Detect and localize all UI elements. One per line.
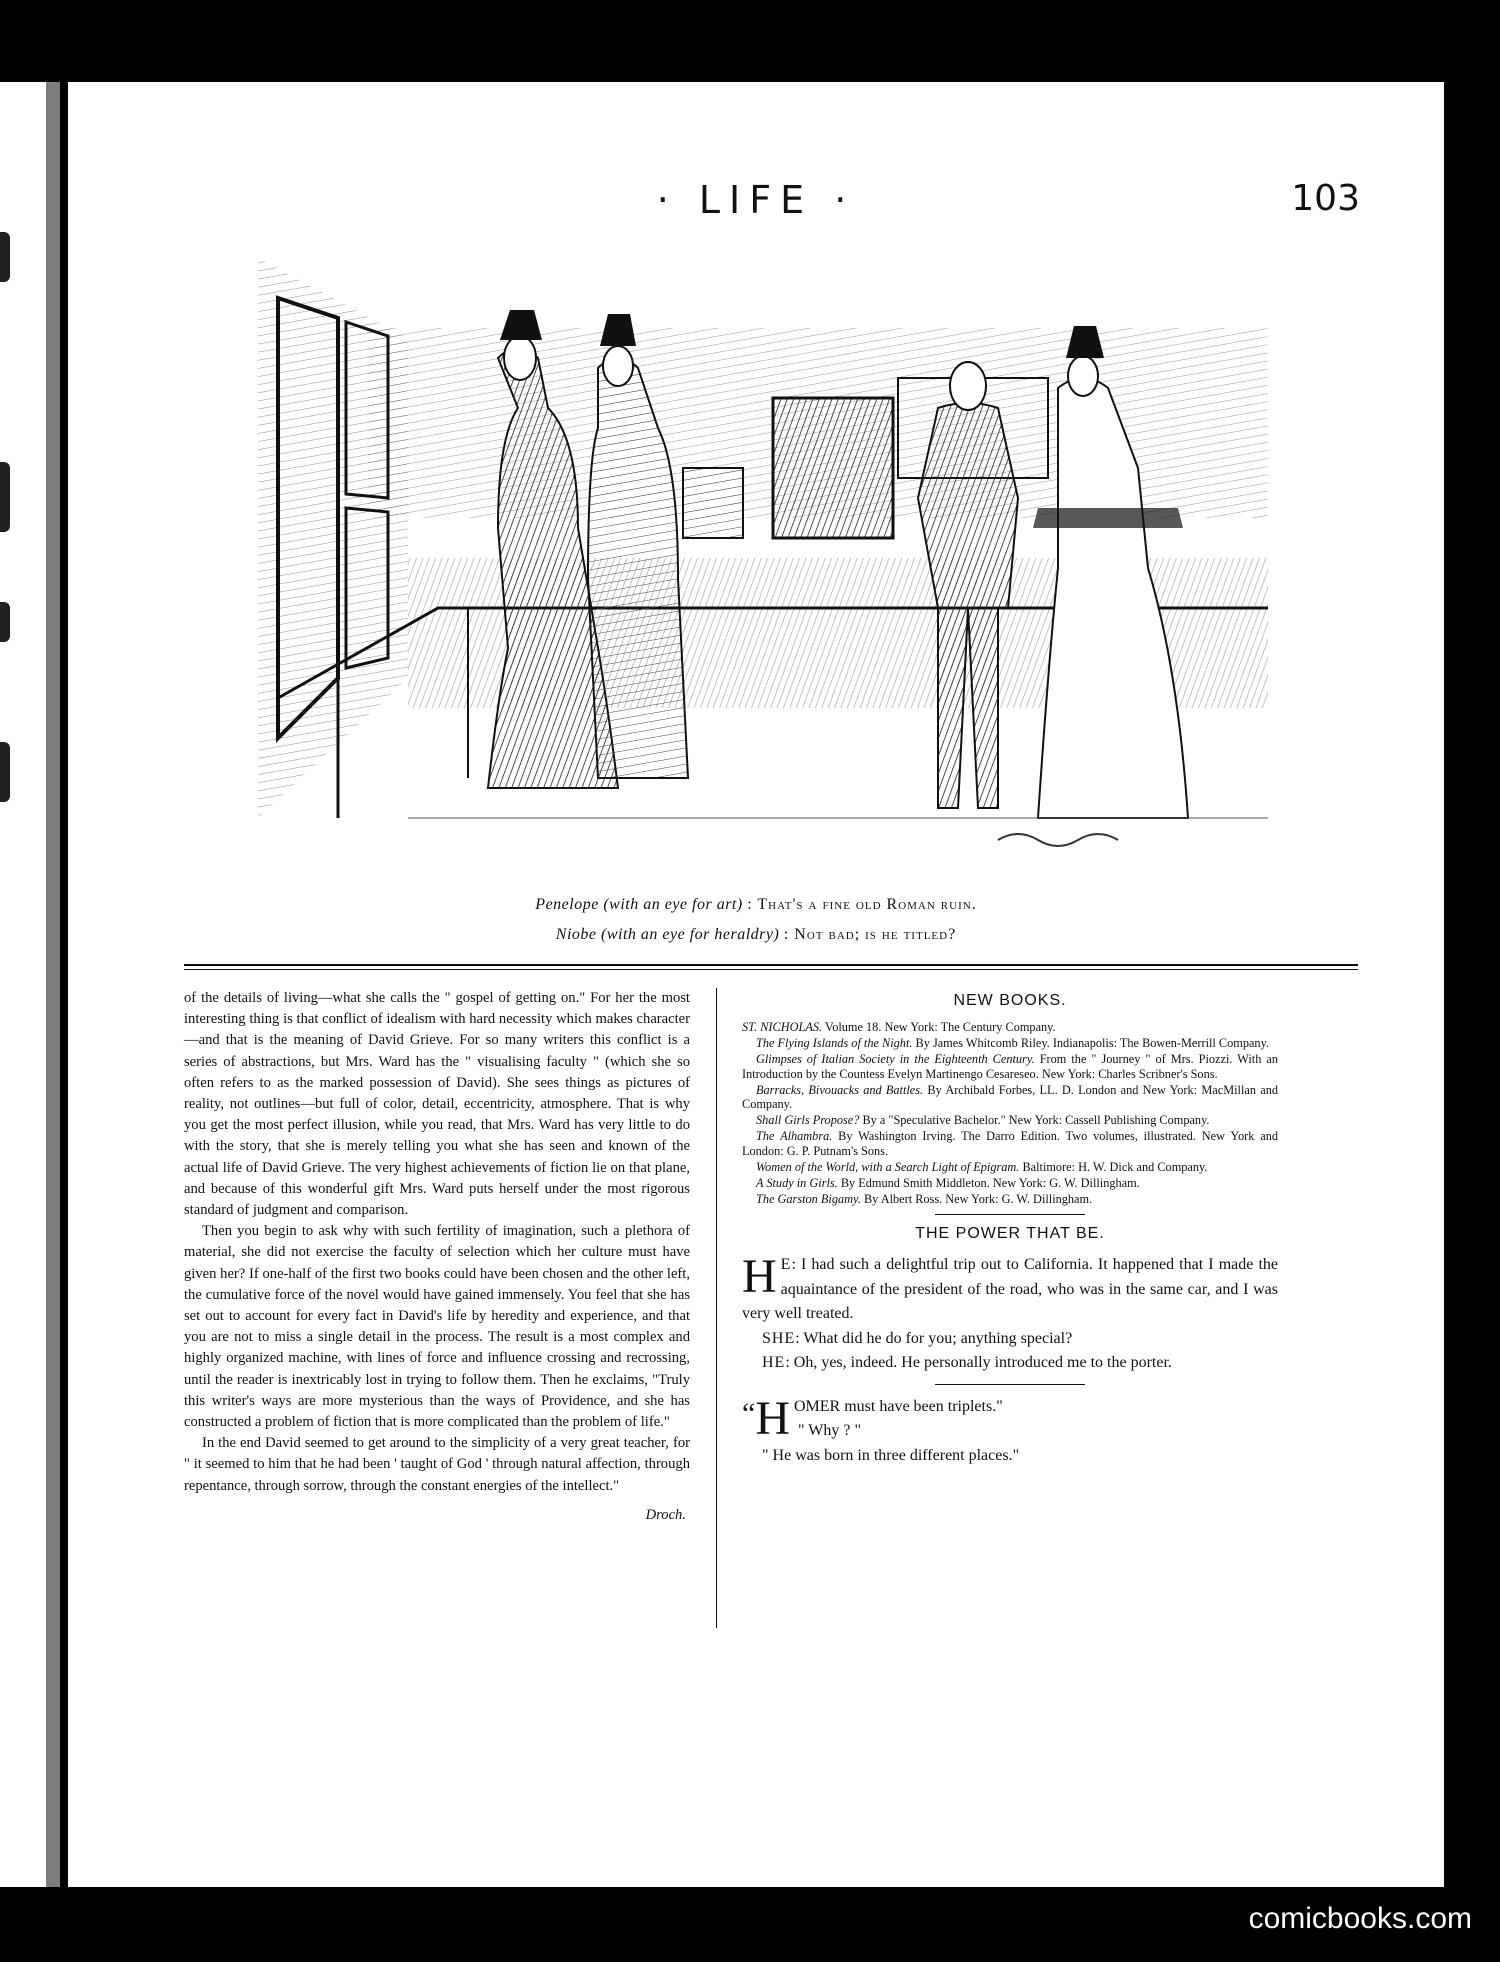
facing-page-edge <box>0 82 60 1887</box>
book-details: By a "Speculative Bachelor." New York: Cassell Publishing Company. <box>862 1113 1210 1128</box>
magazine-page <box>68 82 1444 1887</box>
drop-cap: H <box>742 1250 777 1304</box>
power-title: THE POWER THAT BE. <box>915 1225 1105 1243</box>
review-paragraph: Then you begin to ask why with such fertility of imagination, such a plethora of material, she did not exercise the faculty of selection which her culture must have given her? If one-half of the first two books could have been chosen and the other left, the cumulative force of the novel would have gained immensely. You feel that she has set out to account for every fact in David's life by heredity and experience, and that you are not to miss a single detail in the process. The result is a most complex and highly organized machine, with lines of force and influence crossing and recrossing, until the reader is inextricably lost in trying to follow them. Then he exclaims, "Truly this writer's ways are more mysterious than the ways of Providence, and she has constructed a problem of fiction that is more complicated than the problem of life." <box>184 1223 690 1431</box>
masthead: · LIFE · <box>656 178 856 222</box>
caption-note: (with an eye for heraldry) <box>601 926 780 943</box>
open-quote: “ <box>742 1396 756 1430</box>
book-entry <box>742 1020 1278 1034</box>
book-entry <box>742 1192 1278 1206</box>
book-entry <box>742 1160 1278 1174</box>
book-details: By James Whitcomb Riley. Indianapolis: The Bowen-Merrill Company. <box>915 1036 1269 1051</box>
caption-speaker: Penelope <box>535 896 599 913</box>
review-paragraph: In the end David seemed to get around to the simplicity of a very great teacher, for " it seemed to him that he had been ' taught of God ' through natural affection, through repentance, through sorrow, through the constant energies of the intellect." <box>184 1435 690 1494</box>
book-entry <box>742 1052 1278 1080</box>
book-title: Shall Girls Propose? <box>756 1113 860 1128</box>
book-title: Glimpses of Italian Society in the Eighteenth Century. <box>756 1052 1035 1067</box>
homer-line-3: " He was born in three different places." <box>762 1446 1020 1464</box>
book-title: The Flying Islands of the Night. <box>756 1036 913 1051</box>
watermark: comicbooks.com <box>1248 1902 1472 1935</box>
section-rule-thin <box>184 969 1358 970</box>
page-header <box>68 178 1444 238</box>
dialogue: : What did he do for you; anything special? <box>795 1329 1073 1347</box>
drop-cap: H <box>755 1391 790 1445</box>
book-title: Women of the World, with a Search Light of Epigram. <box>756 1159 1020 1174</box>
book-entry <box>742 1083 1278 1111</box>
review-column <box>184 988 690 1526</box>
book-title: Barracks, Bivouacks and Battles. <box>756 1082 924 1097</box>
book-details: From the " Journey " of Mrs. Piozzi. With an Introduction by the Countess Evelyn Martinengo Cesareseo. New York: Charles Scribner's Sons. <box>742 1052 1278 1081</box>
dialogue: : I had such a delightful trip out to California. It happened that I made the aquaintance of the president of the road, who was in the same car, and I was very well treated. <box>742 1256 1278 1323</box>
book-title: A Study in Girls. <box>756 1176 838 1191</box>
caption-line: : Not bad; is he titled? <box>783 926 957 943</box>
book-details: By Archibald Forbes, LL. D. London and New York: MacMillan and Company. <box>742 1082 1278 1112</box>
caption-niobe <box>68 926 1444 944</box>
speaker-tag: HE <box>762 1354 786 1372</box>
power-she-line <box>742 1327 1278 1352</box>
speaker-tag: E <box>780 1256 792 1274</box>
right-column <box>742 988 1278 1468</box>
caption-note: (with an eye for art) <box>603 896 743 913</box>
book-details: Baltimore: H. W. Dick and Company. <box>1022 1159 1208 1174</box>
caption-speaker: Niobe <box>555 926 597 943</box>
short-rule <box>935 1384 1085 1385</box>
dialogue: : Oh, yes, indeed. He personally introduced me to the porter. <box>785 1354 1172 1372</box>
caption-line: : That's a fine old Roman ruin. <box>747 896 977 913</box>
caption-penelope <box>68 896 1444 914</box>
power-he-line-2 <box>742 1351 1278 1376</box>
power-he-line-1 <box>742 1250 1278 1327</box>
speaker-tag: SHE <box>762 1329 796 1347</box>
gallery-sketch-icon <box>238 258 1278 878</box>
book-title: The Garston Bigamy. <box>756 1192 861 1207</box>
homer-joke <box>742 1391 1278 1469</box>
illustration-captions <box>68 896 1444 956</box>
book-entry <box>742 1113 1278 1127</box>
book-entry <box>742 1129 1278 1157</box>
book-details: Volume 18. New York: The Century Company. <box>824 1020 1056 1034</box>
book-details: By Edmund Smith Middleton. New York: G. W. Dillingham. <box>840 1176 1140 1191</box>
review-paragraph: of the details of living—what she calls the " gospel of getting on." For her the most interesting thing is that conflict of idealism with hard necessity which makes character—and that is the meaning of David Grieve. For so many writers this conflict is a series of abstractions, but Mrs. Ward has the " visualising faculty " (which she so often refers to as the marked possession of David). She sees things as pictures of reality, not outlines—but full of color, detail, eccentricity, atmosphere. That is why you get the most perfect illusion, while you read, that Mrs. Ward has very little to do with the story, that she is merely telling you what she has seen and known of the actual life of David Grieve. The very highest achievements of fiction lie on that plane, and because of this wonderful gift Mrs. Ward puts herself under the most rigorous standard of judgment and comparison. <box>184 990 690 1219</box>
new-books-list <box>742 1020 1278 1206</box>
book-details: By Albert Ross. New York: G. W. Dillingham. <box>863 1192 1093 1207</box>
book-title: The Alhambra. <box>756 1129 833 1144</box>
joke-text: OMER must have been triplets." <box>794 1397 1003 1415</box>
homer-line-2: " Why ? " <box>798 1422 861 1440</box>
book-title: ST. NICHOLAS. <box>742 1020 823 1034</box>
new-books-title: NEW BOOKS. <box>953 992 1067 1009</box>
short-rule <box>935 1214 1085 1215</box>
book-details: By Washington Irving. The Darro Edition. Two volumes, illustrated. New York and London: G. P. Putnam's Sons. <box>742 1129 1278 1158</box>
power-story <box>742 1250 1278 1376</box>
review-signature: Droch. <box>645 1506 686 1523</box>
section-rule <box>184 964 1358 966</box>
page-number: 103 <box>1291 178 1360 219</box>
book-entry <box>742 1176 1278 1190</box>
column-divider <box>716 988 717 1628</box>
book-entry <box>742 1036 1278 1050</box>
